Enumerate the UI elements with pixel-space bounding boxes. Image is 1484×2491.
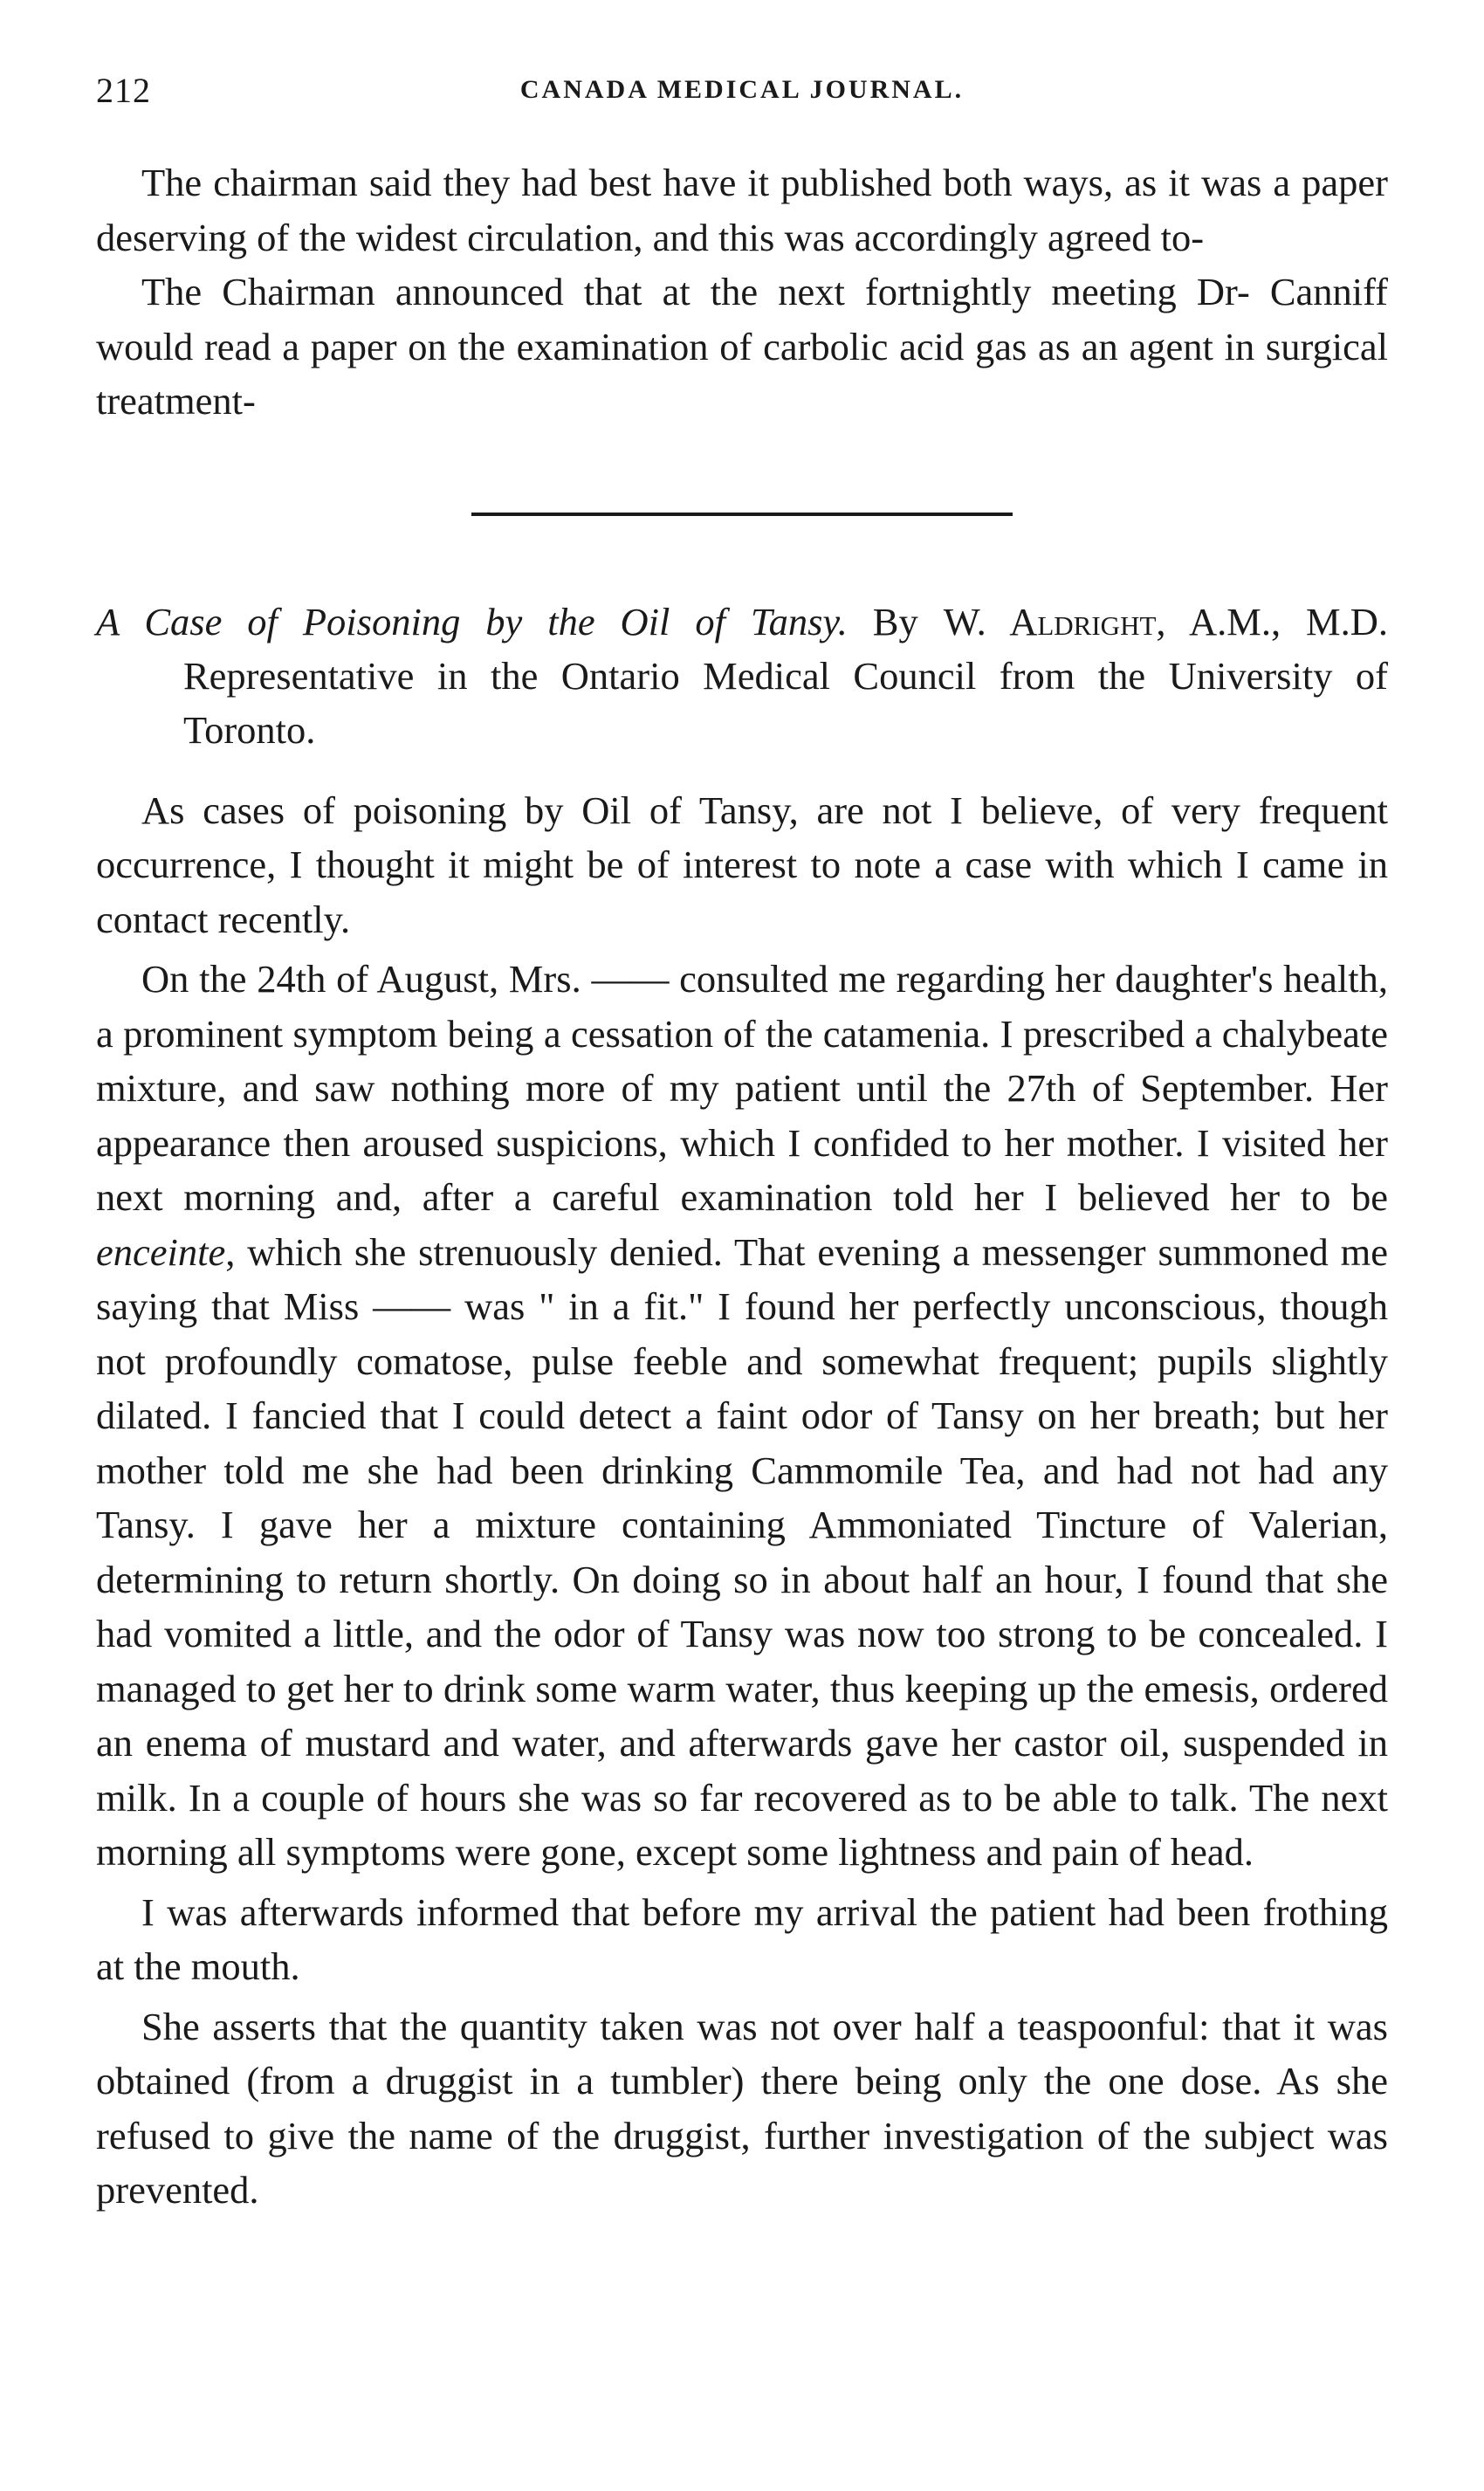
running-head (96, 70, 1388, 122)
intro-paragraph-1: The chairman said they had best have it published both ways, as it was a paper deserving of the widest circulation, and this was accordingly agreed to- (96, 161, 1388, 259)
article-heading (96, 595, 1388, 757)
intro-paragraph-2: The Chairman announced that at the next fortnightly meeting Dr- Canniff would read a paper on the examination of carbolic acid gas as an agent in surgical treatment- (96, 270, 1388, 423)
body-paragraph-2-part-1: On the 24th of August, Mrs. —— consulted me regarding her daughter's health, a prominent symptom being a cessation of the catamenia. I prescribed a chalybeate mixture, and saw nothing more of my patient until the 27th of September. Her appearance then aroused suspicions, which I confided to her mother. I visited her next morning and, after a careful examination told her I believed her to be (96, 957, 1388, 1219)
body-paragraph-3: I was afterwards informed that before my arrival the patient had been frothing at the mouth. (96, 1889, 1388, 1988)
meeting-report (96, 155, 1388, 429)
body-paragraph-4: She asserts that the quantity taken was not over half a teaspoonful: that it was obtained (from a druggist in a tumbler) there being only the one dose. As she refused to give the name of the druggist, further investigation of the subject was prevented. (96, 2004, 1388, 2212)
article-affiliation: Representative in the Ontario Medical Council from the University of Toronto. (183, 653, 1388, 752)
article-body (96, 783, 1388, 2218)
section-divider (471, 513, 1013, 516)
article-title: A Case of Poisoning by the Oil of Tansy. (96, 599, 848, 643)
body-paragraph-2-part-2: , which she strenuously denied. That evening a messenger summoned me saying that Miss —— was " in a fit." I found her perfectly unconscious, though not profoundly comatose, pulse feeble and somewhat frequent; pupils slightly dilated. I fancied that I could detect a faint odor of Tansy on her breath; but her mother told me she had been drinking Cammomile Tea, and had not had any Tansy. I gave her a mixture containing Ammoniated Tincture of Valerian, determining to return shortly. On doing so in about half an hour, I found that she had vomited a little, and the odor of Tansy was now too strong to be concealed. I managed to get her to drink some warm water, thus keeping up the emesis, ordered an enema of mustard and water, and afterwards gave her castor oil, suspended in milk. In a couple of hours she was so far recovered as to be able to talk. The next morning all symptoms were gone, except some lightness and pain of head. (96, 1229, 1388, 1874)
journal-page (96, 70, 1388, 2218)
body-paragraph-2 (96, 952, 1388, 1880)
journal-title: CANADA MEDICAL JOURNAL. (519, 75, 965, 104)
article-author: W. Aldright, A.M., M.D. (943, 599, 1389, 643)
article-by: By (872, 599, 918, 643)
italic-term-enceinte: enceinte (96, 1229, 226, 1274)
body-paragraph-1: As cases of poisoning by Oil of Tansy, are not I believe, of very frequent occurrence, I thought it might be of interest to note a case with which I came in contact recently. (96, 788, 1388, 941)
page-number: 212 (96, 71, 151, 110)
